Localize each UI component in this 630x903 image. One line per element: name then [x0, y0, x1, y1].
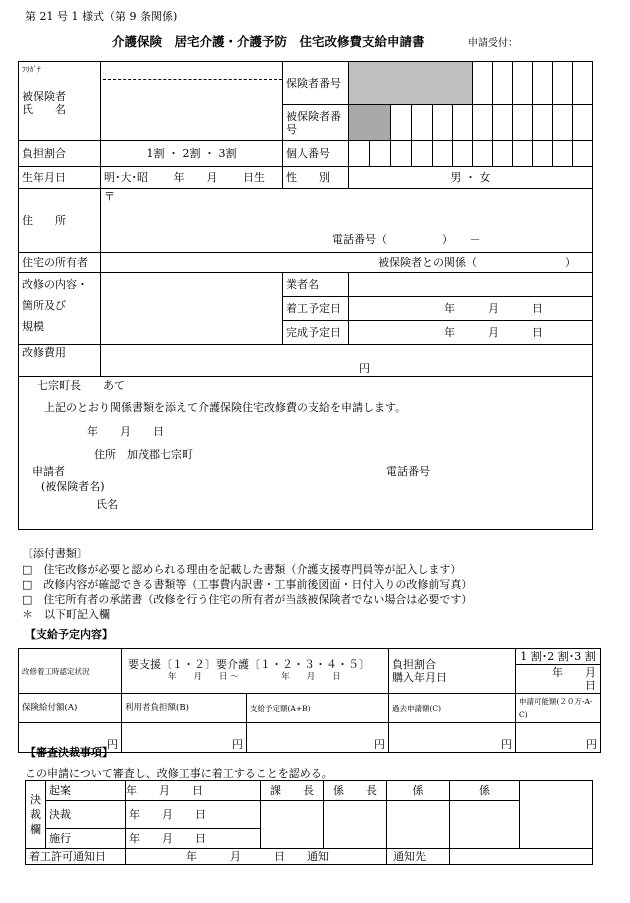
subsection-chief-label: 係 長: [324, 781, 387, 801]
personal-no-digit[interactable]: [513, 141, 533, 167]
burden-label: 負担割合: [19, 141, 101, 167]
burden-purchase-label: [389, 649, 516, 694]
approval-side-char: 裁: [30, 808, 41, 821]
insurer-no-digit[interactable]: [473, 62, 493, 105]
staff-label-2: 係: [450, 781, 520, 801]
personal-no-digit[interactable]: [493, 141, 513, 167]
name-label: 氏 名: [22, 103, 66, 116]
approval-extra-cell[interactable]: [520, 781, 593, 849]
notice-to-field[interactable]: [450, 849, 593, 865]
dob-label: 生年月日: [19, 167, 101, 189]
notice-to-label: 通知先: [387, 849, 450, 865]
declaration-box: [19, 377, 593, 530]
start-date-value[interactable]: 年 月 日: [349, 297, 593, 321]
personal-no-digit[interactable]: [453, 141, 473, 167]
section-chief-stamp[interactable]: [261, 801, 324, 849]
available-amount-label: 申請可能額(２０万-A-C): [516, 694, 601, 723]
approval-side-char: 欄: [30, 823, 41, 836]
benefit-amount-field[interactable]: 円: [19, 723, 122, 753]
personal-no-digit[interactable]: [573, 141, 593, 167]
insured-no-label: 被保険者番号: [283, 105, 349, 141]
subsection-chief-stamp[interactable]: [324, 801, 387, 849]
start-date-label: 着工予定日: [283, 297, 349, 321]
personal-no-digit[interactable]: [553, 141, 573, 167]
execute-date[interactable]: 年 月 日: [126, 829, 261, 849]
finish-date-label: 完成予定日: [283, 321, 349, 345]
insurer-no-digit[interactable]: [533, 62, 553, 105]
insured-no-digit[interactable]: [473, 105, 493, 141]
declaration-statement: 上記のとおり関係書類を添えて介護保険住宅改修費の支給を申請します。: [44, 401, 407, 414]
renovation-content-label: [19, 273, 101, 345]
staff-label-1: 係: [387, 781, 450, 801]
address-phone: 電話番号（ ） －: [332, 233, 481, 246]
name-field[interactable]: [101, 62, 283, 141]
past-claims-label: 過去申請額(C): [389, 694, 516, 723]
contractor-field[interactable]: [349, 273, 593, 297]
review-statement: この申請について審査し、改修工事に着工することを認める。: [25, 767, 333, 780]
form-number: 第 21 号 1 様式（第 9 条関係): [25, 10, 178, 23]
insured-no-digit[interactable]: [573, 105, 593, 141]
care-level: 要支援〔１・２〕要介護〔１・２・３・４・５〕: [128, 658, 370, 671]
postal-mark: 〒: [104, 190, 115, 203]
owner-field[interactable]: 被保険者との関係（ ）: [101, 253, 593, 273]
sex-value[interactable]: 男 ・ 女: [349, 167, 593, 189]
applicant-address[interactable]: 住所 加茂郡七宗町: [94, 448, 193, 461]
attachment-item[interactable]: □ 改修内容が確認できる書類等（工事費内訳書・工事前後図面・日付入りの改修前写真）: [22, 578, 473, 591]
user-burden-field[interactable]: 円: [122, 723, 247, 753]
insured-no-digit[interactable]: [391, 105, 412, 141]
review-heading: 【審査決裁事項】: [25, 746, 113, 759]
insurer-no-digit[interactable]: [493, 62, 513, 105]
burden-purchase-value[interactable]: [516, 649, 618, 694]
personal-no-digit[interactable]: [433, 141, 453, 167]
insurer-no-digit[interactable]: [553, 62, 573, 105]
insurer-no-label: 保険者番号: [283, 62, 349, 105]
insurer-no-shaded: [349, 62, 473, 105]
purchase-date-label: 購入年月日: [392, 671, 447, 684]
furigana-label: ﾌﾘｶﾞﾅ: [22, 65, 41, 74]
decision-label: 決裁: [46, 801, 126, 829]
insured-no-shaded: [349, 105, 391, 141]
insured-no-digit[interactable]: [513, 105, 533, 141]
dob-value[interactable]: 明･大･昭 年 月 日生: [101, 167, 283, 189]
section-chief-label: 課 長: [261, 781, 324, 801]
staff-stamp-2[interactable]: [450, 801, 520, 849]
insured-no-digit[interactable]: [412, 105, 433, 141]
insured-no-digit[interactable]: [493, 105, 513, 141]
address-label: 住 所: [19, 189, 101, 253]
address-field[interactable]: [101, 189, 593, 253]
finish-date-value[interactable]: 年 月 日: [349, 321, 593, 345]
purchase-date-value: 年 月 日: [552, 666, 618, 692]
owner-label: 住宅の所有者: [19, 253, 101, 273]
receipt-label: 申請受付：: [468, 38, 518, 49]
approval-side-label: [26, 781, 46, 849]
scheduled-payment-label: 支給予定額(A+B): [247, 694, 389, 723]
applicant-phone-label: 電話番号: [386, 465, 430, 478]
draft-date[interactable]: 年 月 日: [126, 781, 261, 801]
execute-label: 施行: [46, 829, 126, 849]
insured-no-digit[interactable]: [553, 105, 573, 141]
payment-table: [18, 648, 618, 753]
insured-no-digit[interactable]: [433, 105, 453, 141]
notice-label: 着工許可通知日: [26, 849, 126, 865]
form-title: 介護保険 居宅介護・介護予防 住宅改修費支給申請書: [112, 34, 425, 49]
user-burden-label: 利用者負担額(B): [122, 694, 247, 723]
declaration-date[interactable]: 年 月 日: [87, 425, 164, 438]
personal-no-digit[interactable]: [370, 141, 391, 167]
decision-date[interactable]: 年 月 日: [126, 801, 261, 829]
attachment-item[interactable]: □ 住宅所有者の承諾書（改修を行う住宅の所有者が当該被保険者でない場合は必要です）: [22, 593, 473, 606]
applicant-table: [18, 61, 593, 530]
past-claims-field[interactable]: 円: [389, 723, 516, 753]
insured-name-label: 被保険者: [22, 90, 66, 103]
available-amount-field[interactable]: 円: [516, 723, 601, 753]
draft-label: 起案: [46, 781, 126, 801]
care-status-label: 改修着工時認定状況: [19, 649, 122, 694]
cost-field[interactable]: 円: [101, 345, 593, 377]
care-level-field[interactable]: [122, 649, 389, 694]
attachments-heading: 〔添付書類〕: [22, 547, 88, 560]
payment-heading: 【支給予定内容】: [25, 628, 113, 641]
approval-table: [25, 780, 593, 865]
burden-value[interactable]: 1割 ・ 2割 ・ 3割: [101, 141, 283, 167]
notice-date[interactable]: 年 月 日 通知: [126, 849, 387, 865]
renovation-content-field[interactable]: [101, 273, 283, 345]
content-label-1: 改修の内容・: [22, 278, 88, 291]
attachment-item[interactable]: □ 住宅改修が必要と認められる理由を記載した書類（介護支援専門員等が記入します）: [22, 563, 462, 576]
insured-no-digit[interactable]: [533, 105, 553, 141]
cost-label: 改修費用: [19, 345, 101, 377]
scheduled-payment-field[interactable]: 円: [247, 723, 389, 753]
insurer-no-digit[interactable]: [513, 62, 533, 105]
applicant-name-label: 氏名: [96, 498, 118, 511]
personal-no-digit[interactable]: [412, 141, 433, 167]
name-label-cell: [19, 62, 101, 141]
applicant-sub-label: (被保険者名): [41, 480, 105, 493]
personal-no-digit[interactable]: [473, 141, 493, 167]
approval-side-char: 決: [30, 793, 41, 806]
benefit-amount-label: 保険給付額(A): [19, 694, 122, 723]
furigana-divider: [103, 79, 282, 80]
personal-no-digit[interactable]: [533, 141, 553, 167]
content-label-3: 規模: [22, 320, 44, 333]
town-use-note: ＊ 以下町記入欄: [22, 608, 110, 621]
personal-no-digit[interactable]: [349, 141, 370, 167]
payment-burden-label: 負担割合: [392, 658, 436, 671]
applicant-label: 申請者: [32, 465, 65, 478]
personal-no-label: 個人番号: [283, 141, 349, 167]
insurer-no-digit[interactable]: [573, 62, 593, 105]
content-label-2: 箇所及び: [22, 299, 66, 312]
personal-no-digit[interactable]: [391, 141, 412, 167]
insured-no-digit[interactable]: [453, 105, 473, 141]
addressee: 七宗町長 あて: [37, 379, 125, 392]
contractor-label: 業者名: [283, 273, 349, 297]
care-period: 年 月 日 ～ 年 月 日: [168, 672, 341, 682]
staff-stamp-1[interactable]: [387, 801, 450, 849]
sex-label: 性 別: [283, 167, 349, 189]
payment-burden-value: 1 割･2 割･3 割: [516, 649, 600, 665]
